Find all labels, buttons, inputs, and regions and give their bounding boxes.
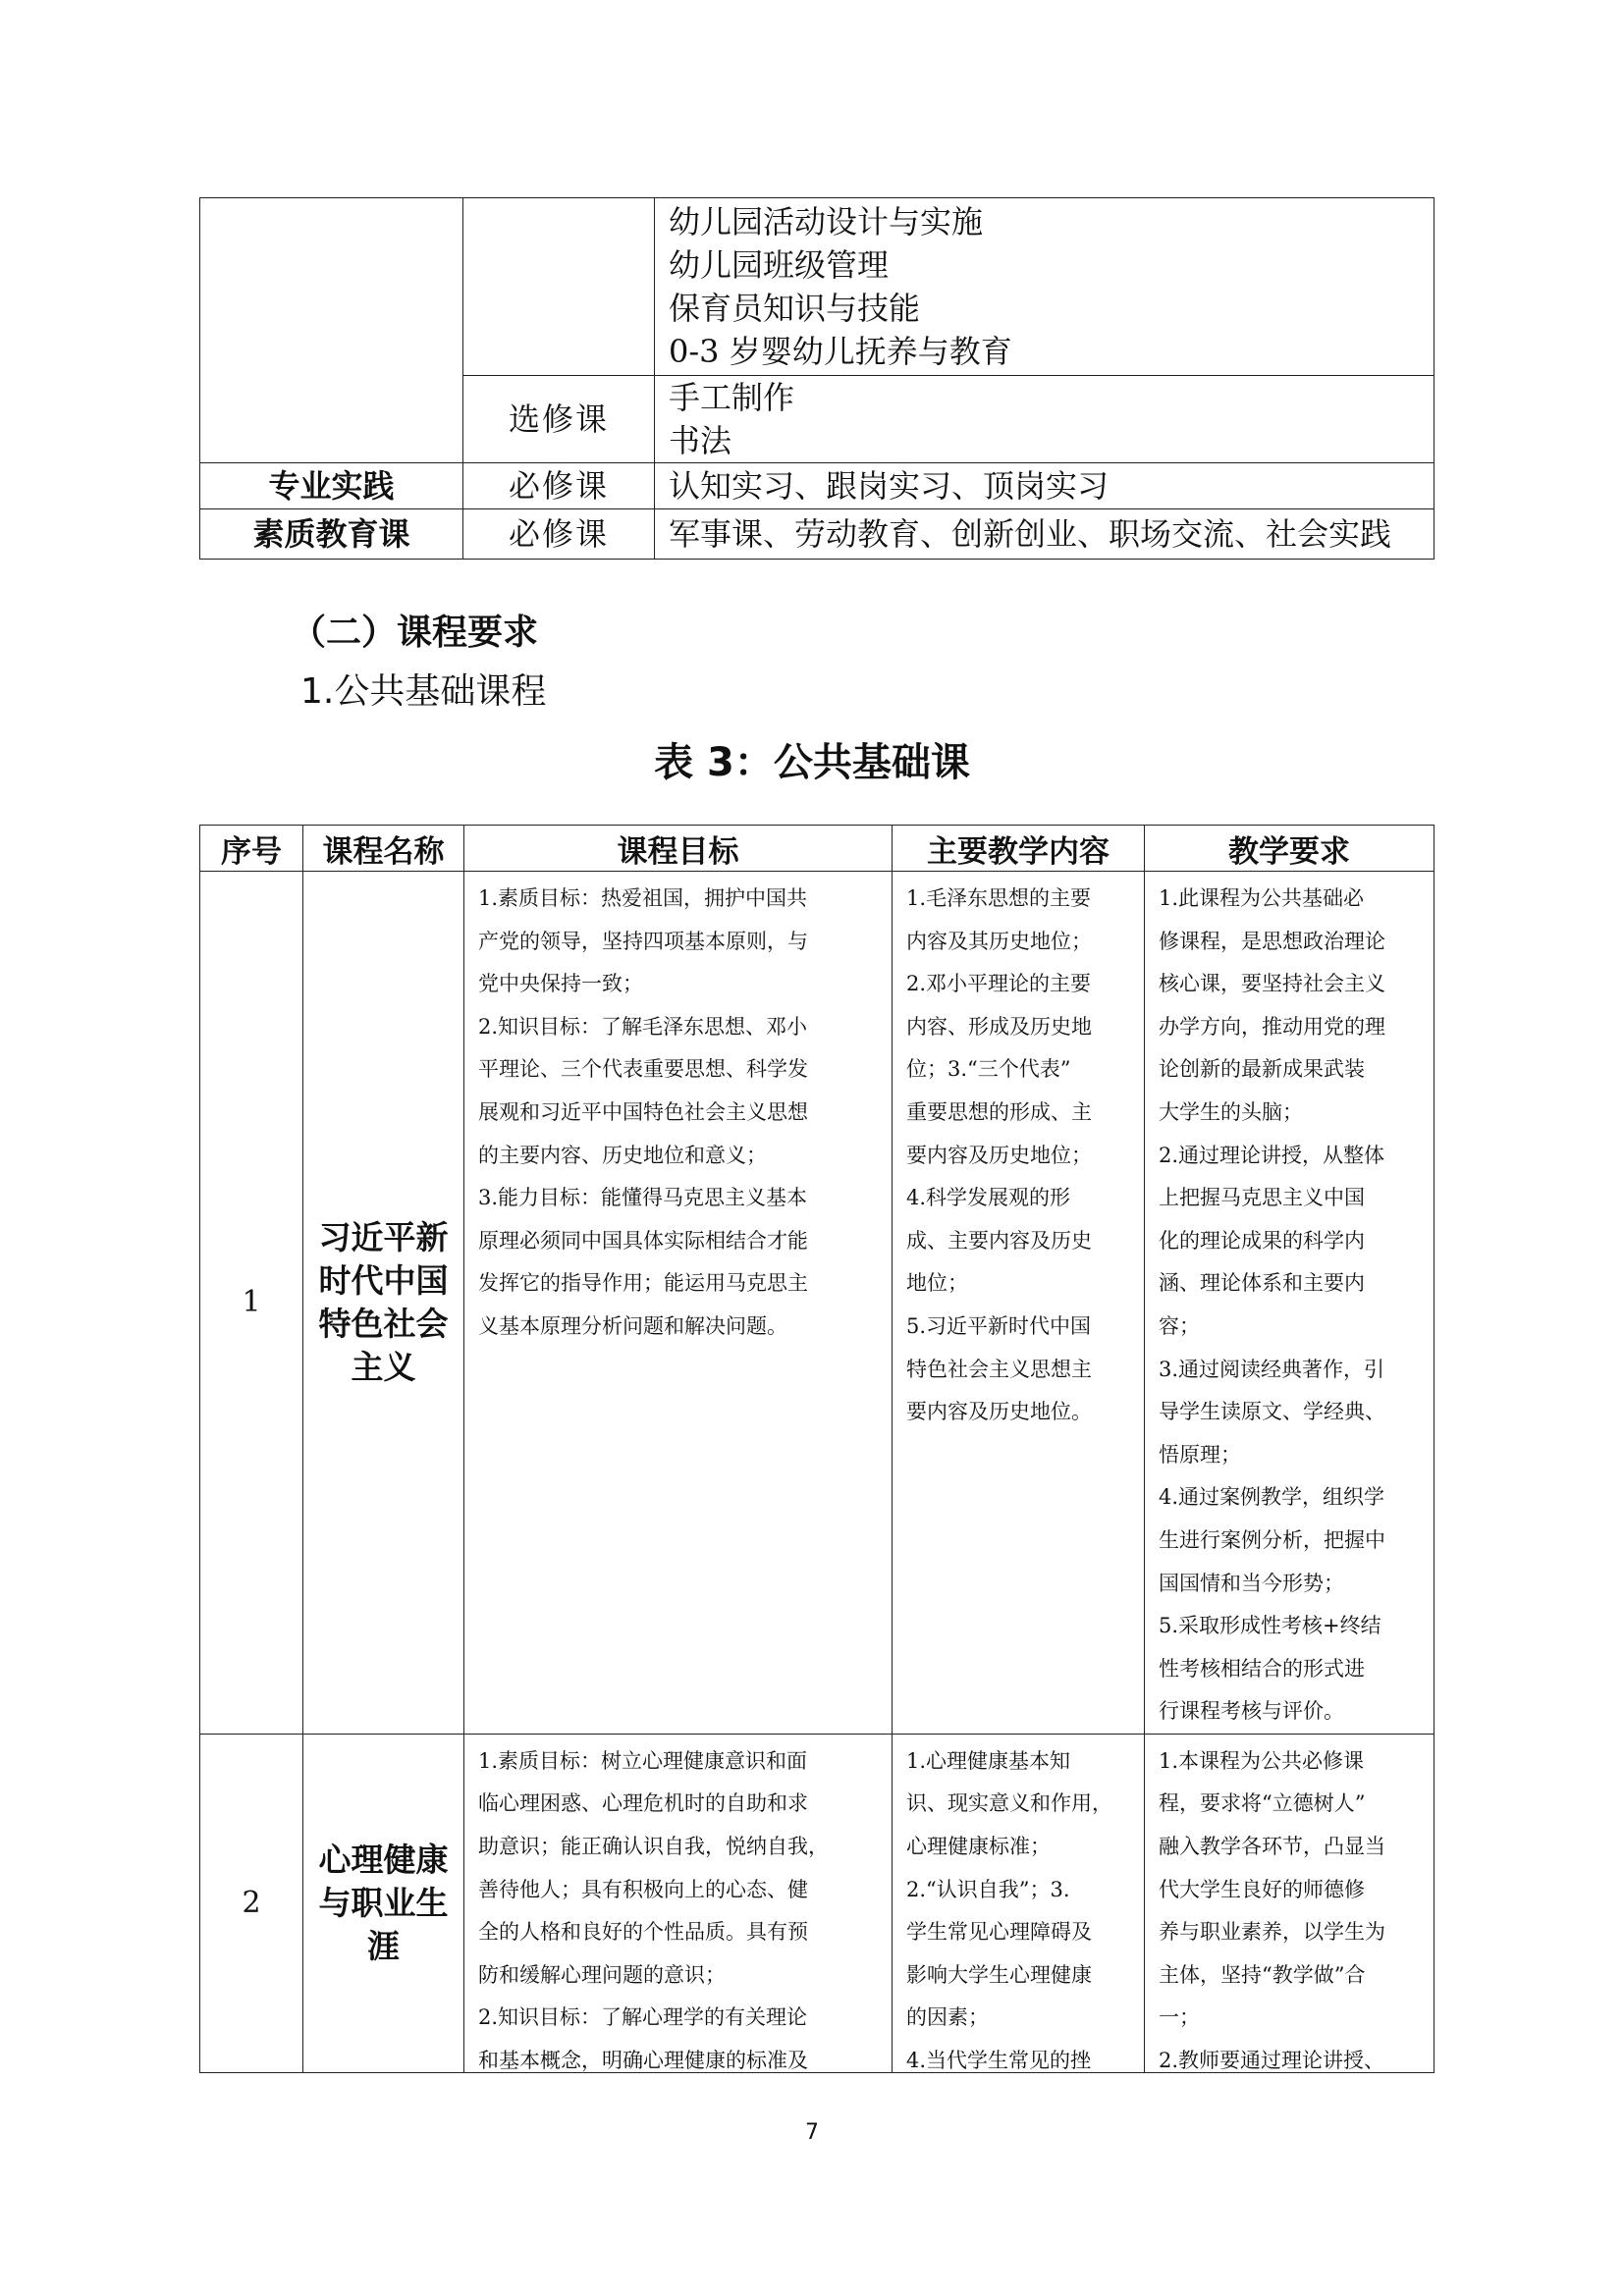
text-line: 重要思想的形成、主: [906, 1099, 1092, 1124]
text-line: 平理论、三个代表重要思想、科学发: [478, 1057, 808, 1082]
text-line: 产党的领导，坚持四项基本原则，与: [478, 929, 808, 953]
course-type: 必修课: [463, 463, 655, 509]
course-requirements: [1145, 1734, 1435, 2072]
text-line: 全的人格和良好的个性品质。具有预: [478, 1920, 808, 1945]
course-objectives: [464, 872, 893, 1735]
text-line: 防和缓解心理问题的意识；: [478, 1962, 726, 1987]
text-line: 大学生的头脑；: [1159, 1099, 1303, 1124]
text-line: 1.此课程为公共基础必: [1159, 886, 1365, 910]
text-line: 2.知识目标：了解心理学的有关理论: [478, 2005, 808, 2030]
table-header-row: [200, 826, 1435, 872]
table-row: [200, 872, 1435, 1735]
table-row: [200, 198, 1435, 376]
course-requirements: [1145, 872, 1435, 1735]
text-line: 的因素；: [906, 2005, 989, 2030]
text-line: 养与职业素养，以学生为: [1159, 1920, 1385, 1945]
text-line: 4.科学发展观的形: [906, 1186, 1071, 1210]
text-line: 内容及其历史地位；: [906, 929, 1092, 953]
text-block: [478, 1740, 882, 2072]
text-line: 助意识；能正确认识自我，悦纳自我，: [478, 1835, 829, 1859]
text-line: 生进行案例分析，把握中: [1159, 1527, 1385, 1552]
text-line: 国国情和当今形势；: [1159, 1571, 1344, 1595]
table-row: [200, 463, 1435, 509]
course-item: 幼儿园活动设计与实施: [669, 203, 984, 240]
text-line: 特色社会主义思想主: [906, 1357, 1092, 1381]
text-line: 要内容及历史地位。: [906, 1400, 1092, 1424]
text-line: 主体，坚持“教学做”合: [1159, 1962, 1366, 1987]
text-line: 性考核相结合的形式进: [1159, 1656, 1365, 1681]
text-line: 影响大学生心理健康: [906, 1962, 1092, 1987]
text-line: 代大学生良好的师德修: [1159, 1877, 1365, 1901]
row-seq: 2: [200, 1734, 303, 2072]
course-type: 必修课: [463, 509, 655, 560]
column-header: 主要教学内容: [893, 826, 1145, 872]
sub-heading: 1.公共基础课程: [300, 671, 547, 712]
text-line: 4.当代学生常见的挫: [906, 2049, 1092, 2072]
text-line: 容；: [1159, 1313, 1200, 1338]
table-row: [200, 1734, 1435, 2072]
course-content: [893, 872, 1145, 1735]
text-line: 融入教学各环节，凸显当: [1159, 1835, 1385, 1859]
course-objectives: [464, 1734, 893, 2072]
text-line: 2.教师要通过理论讲授、: [1159, 2049, 1385, 2072]
text-line: 内容、形成及历史地: [906, 1014, 1092, 1039]
text-line: 的主要内容、历史地位和意义；: [478, 1143, 767, 1167]
column-header: 课程目标: [464, 826, 893, 872]
column-header: 课程名称: [303, 826, 464, 872]
course-item: 幼儿园班级管理: [669, 246, 890, 284]
text-line: 2.知识目标：了解毛泽东思想、邓小: [478, 1014, 808, 1039]
text-line: 1.毛泽东思想的主要: [906, 886, 1092, 910]
type-cell-empty: [463, 198, 655, 376]
text-line: 3.通过阅读经典著作，引: [1159, 1357, 1385, 1381]
text-line: 地位；: [906, 1271, 968, 1296]
text-line: 和基本概念，明确心理健康的标准及: [478, 2049, 808, 2072]
course-item: 保育员知识与技能: [669, 290, 921, 327]
text-line: 原理必须同中国具体实际相结合才能: [478, 1228, 808, 1253]
text-line: 悟原理；: [1159, 1442, 1241, 1467]
course-list: 军事课、劳动教育、创新创业、职场交流、社会实践: [655, 509, 1435, 560]
course-category: 素质教育课: [200, 509, 463, 560]
course-list: [655, 376, 1435, 463]
text-line: 行课程考核与评价。: [1159, 1699, 1344, 1724]
text-line: 上把握马克思主义中国: [1159, 1186, 1365, 1210]
text-line: 义基本原理分析问题和解决问题。: [478, 1313, 787, 1338]
text-line: 1.本课程为公共必修课: [1159, 1748, 1365, 1773]
section-heading: （二）课程要求: [291, 613, 539, 653]
text-line: 展观和习近平中国特色社会主义思想: [478, 1099, 808, 1124]
text-block: [906, 1740, 1134, 2072]
course-category: 专业实践: [200, 463, 463, 509]
course-content: [893, 1734, 1145, 2072]
text-line: 5.采取形成性考核+终结: [1159, 1614, 1381, 1638]
text-line: 1.素质目标：树立心理健康意识和面: [478, 1748, 808, 1773]
course-item: 书法: [669, 422, 732, 459]
row-seq: 1: [200, 872, 303, 1735]
text-line: 发挥它的指导作用；能运用马克思主: [478, 1271, 808, 1296]
category-cell-empty: [200, 198, 463, 463]
course-type: 选修课: [463, 376, 655, 463]
table-title: 表 3：公共基础课: [654, 740, 970, 785]
course-structure-table: [199, 197, 1435, 560]
text-line: 化的理论成果的科学内: [1159, 1228, 1365, 1253]
text-line: 要内容及历史地位；: [906, 1143, 1092, 1167]
text-line: 一；: [1159, 2005, 1200, 2030]
course-list: [655, 198, 1435, 376]
text-line: 位；3.“三个代表”: [906, 1057, 1071, 1082]
course-item: 0-3 岁婴幼儿抚养与教育: [669, 333, 1012, 370]
text-block: [1159, 1740, 1424, 2072]
text-line: 5.习近平新时代中国: [906, 1313, 1092, 1338]
course-item: 手工制作: [669, 379, 795, 416]
page-number: 7: [805, 2120, 819, 2145]
text-line: 识、现实意义和作用，: [906, 1791, 1112, 1816]
text-line: 善待他人；具有积极向上的心态、健: [478, 1877, 808, 1901]
course-name: 习近平新时代中国特色社会主义: [303, 872, 464, 1735]
text-line: 办学方向，推动用党的理: [1159, 1014, 1385, 1039]
text-line: 核心课，要坚持社会主义: [1159, 972, 1385, 996]
text-line: 成、主要内容及历史: [906, 1228, 1092, 1253]
table-row: [200, 509, 1435, 560]
public-course-table: [199, 825, 1435, 2073]
text-line: 1.心理健康基本知: [906, 1748, 1071, 1773]
text-line: 学生常见心理障碍及: [906, 1920, 1092, 1945]
text-line: 3.能力目标：能懂得马克思主义基本: [478, 1186, 808, 1210]
text-line: 2.通过理论讲授，从整体: [1159, 1143, 1385, 1167]
text-line: 论创新的最新成果武装: [1159, 1057, 1365, 1082]
text-line: 导学生读原文、学经典、: [1159, 1400, 1385, 1424]
text-line: 涵、理论体系和主要内: [1159, 1271, 1365, 1296]
text-line: 心理健康标准；: [906, 1835, 1051, 1859]
text-line: 修课程，是思想政治理论: [1159, 929, 1385, 953]
column-header: 序号: [200, 826, 303, 872]
text-line: 党中央保持一致；: [478, 972, 643, 996]
column-header: 教学要求: [1145, 826, 1435, 872]
course-list: 认知实习、跟岗实习、顶岗实习: [655, 463, 1435, 509]
course-name: 心理健康与职业生涯: [303, 1734, 464, 2072]
text-line: 临心理困惑、心理危机时的自助和求: [478, 1791, 808, 1816]
text-line: 2.“认识自我”；3.: [906, 1877, 1070, 1901]
text-line: 4.通过案例教学，组织学: [1159, 1485, 1385, 1510]
text-line: 程，要求将“立德树人”: [1159, 1791, 1366, 1816]
text-line: 1.素质目标：热爱祖国，拥护中国共: [478, 886, 808, 910]
text-line: 2.邓小平理论的主要: [906, 972, 1092, 996]
